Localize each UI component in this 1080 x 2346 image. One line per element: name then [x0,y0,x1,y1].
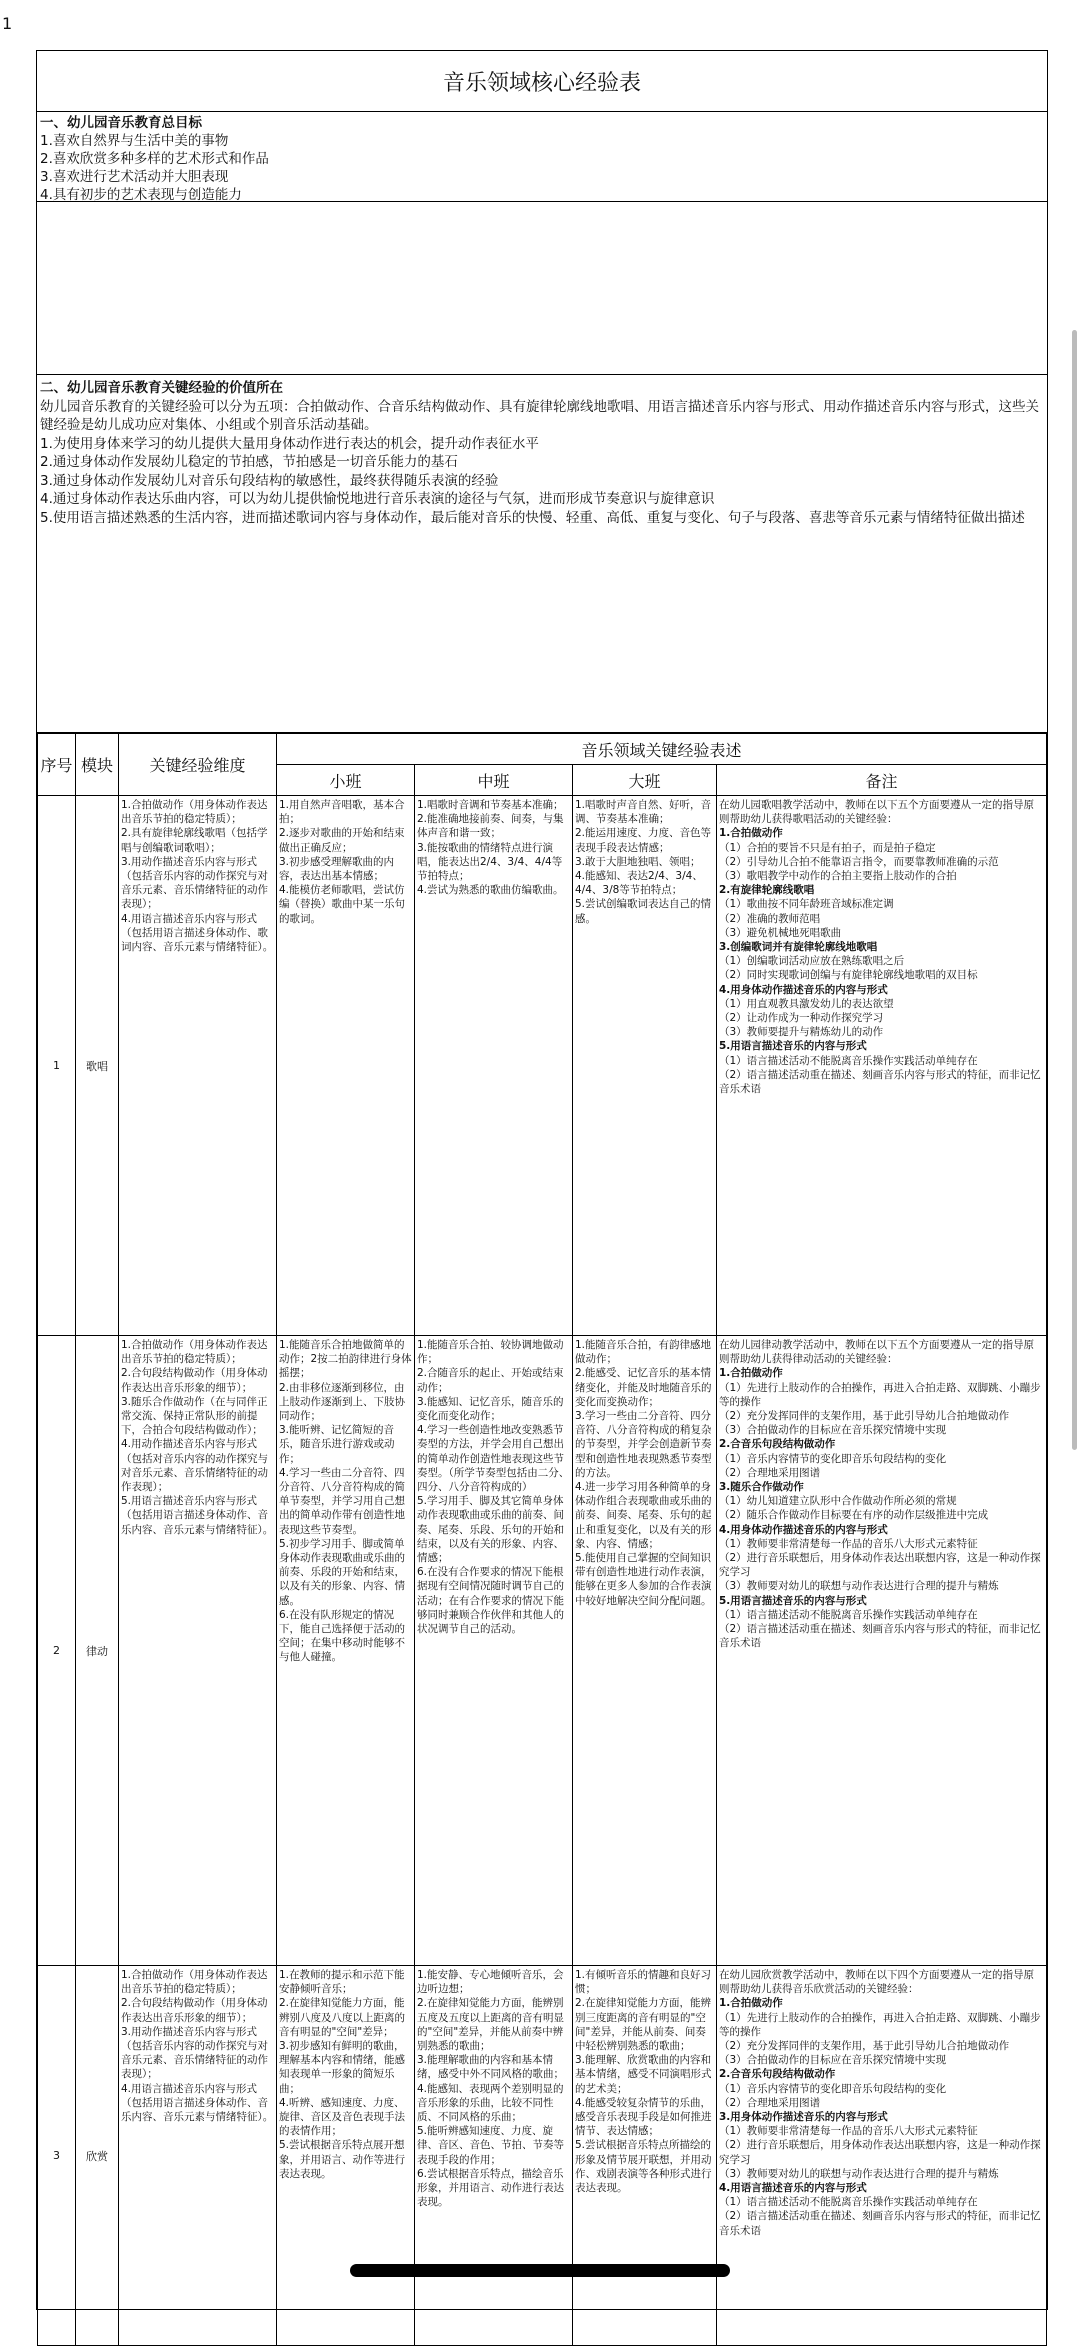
note-line: （1）教师要非常清楚每一作品的音乐八大形式元素特征 [719,1537,978,1550]
header-large-class: 大班 [573,765,717,796]
note-line: （2）准确的教师范唱 [719,912,821,925]
general-goals-section [37,112,1047,202]
note-line: （3）教师要对幼儿的联想与动作表达进行合理的提升与精炼 [719,2167,999,2180]
note-line: （2）语言描述活动重在描述、刻画音乐内容与形式的特征，而非记忆音乐术语 [719,1068,1041,1096]
note-line: （2）充分发挥同伴的支架作用，基于此引导幼儿合拍地做动作 [719,2040,1010,2053]
note-line: （2）引导幼儿合拍不能靠语言指令，而要靠教师准确的示范 [719,855,999,868]
row-large-class: 1.有倾听音乐的情趣和良好习惯； 2.在旋律知觉能力方面，能辨别三度距离的音有明显的"空间"差异，并能从前奏、间奏中轻松辨别熟悉的歌曲； 3.能理解、欣赏歌曲的内容和基本情绪，感受不同演唱形式的艺术美； 4.能感受较复杂情节的乐曲，感受音乐表现手段是如何推进情节、表达情感； 5.尝试根据音乐特点所描绘的形象及情节展开联想，并用动作、戏剧表演等各种形式进行表达表现。 [573,1966,717,2346]
row-notes [717,1336,1047,1966]
home-indicator[interactable] [350,2264,730,2277]
row-large-class: 1.唱歌时声音自然、好听，音调、节奏基本准确； 2.能运用速度、力度、音色等表现手段表达情感； 3.敢于大胆地独唱、领唱； 4.能感知、表达2/4、3/4、4/4、3/8等节拍特点； 5.尝试创编歌词表达自己的情感。 [573,796,717,1336]
note-line: 在幼儿园欣赏教学活动中，教师在以下四个方面要遵从一定的指导原则帮助幼儿获得音乐欣赏活动的关键经验： [719,1969,1034,1996]
note-line: 4.用身体动作描述音乐的内容与形式 [719,983,888,996]
row-middle-class: 1.能安静、专心地倾听音乐，会边听边想； 2.在旋律知觉能力方面，能辨别五度及五度以上距离的音有明显的"空间"差异，并能从前奏中辨别熟悉的歌曲； 3.能理解歌曲的内容和基本情绪，感受中外不同风格的歌曲； 4.能感知、表现两个差别明显的音乐形象的乐曲，比较不同性质、不同风格的乐曲； 5.能听辨感知速度、力度、旋律、音区、音色、节拍、节奏等表现手段的作用； 6.尝试根据音乐特点，描绘音乐形象，并用语言、动作进行表达表现。 [415,1966,573,2346]
document-title: 音乐领域核心经验表 [37,51,1047,112]
note-line: （2）语言描述活动重在描述、刻画音乐内容与形式的特征，而非记忆音乐术语 [719,2210,1041,2237]
note-line: 3.创编歌词并有旋律轮廓线地歌唱 [719,941,878,954]
note-line: （1）合拍的要旨不只是有拍子，而是拍子稳定 [719,841,936,854]
note-line: （1）语言描述活动不能脱离音乐操作实践活动单纯存在 [719,1054,978,1067]
value-item: 1.为使用身体来学习的幼儿提供大量用身体动作进行表达的机会，提升动作表征水平 [40,435,539,452]
header-dimension: 关键经验维度 [119,734,277,796]
row-module: 律动 [76,1336,119,1966]
note-line: （1）语言描述活动不能脱离音乐操作实践活动单纯存在 [719,2196,978,2209]
goal-item: 3.喜欢进行艺术活动并大胆表现 [40,169,229,185]
row-middle-class: 1.唱歌时音调和节奏基本准确； 2.能准确地接前奏、间奏，与集体声音和谐一致； 3.能按歌曲的情绪特点进行演唱，能表达出2/4、3/4、4/4等节拍特点； 4.尝试为熟悉的歌曲仿编歌曲。 [415,796,573,1336]
row-dimension: 1.合拍做动作（用身体动作表达出音乐节拍的稳定特质）； 2.合句段结构做动作（用身体动作表达出音乐形象的细节）； 3.用动作描述音乐内容与形式（包括音乐内容的动作探究与对音乐元素、音乐情绪特征的动作表现）； 4.用语言描述音乐内容与形式（包括用语言描述身体动作、音乐内容、音乐元素与情绪特征）。 [119,1966,277,2346]
value-item: 3.通过身体动作发展幼儿对音乐句段结构的敏感性，最终获得随乐表演的经验 [40,472,499,489]
row-large-class: 1.能随音乐合拍，有韵律感地做动作； 2.能感受、记忆音乐的基本情绪变化，并能及时地随音乐的变化而变换动作； 3.学习一些由二分音符、四分音符、八分音符构成的稍复杂的节奏型，并学会创造新节奏型和创造性地表现熟悉节奏型的方法。 4.进一步学习用各种简单的身体动作组合表现歌曲或乐曲的前奏、间奏、尾奏、乐句的起止和重复变化，以及有关的形象、内容、情感； 5.能使用自己掌握的空间知识带有创造性地进行动作表演，能够在更多人参加的合作表演中较好地解决空间分配问题。 [573,1336,717,1966]
table-row [38,1336,1047,1966]
value-item: 4.通过身体动作表达乐曲内容，可以为幼儿提供愉悦地进行音乐表演的途径与气氛，进而形成节奏意识与旋律意识 [40,491,715,507]
note-line: （2）进行音乐联想后，用身体动作表达出联想内容，这是一种动作探究学习 [719,1552,1041,1579]
note-line: （1）歌曲按不同年龄班音域标准定调 [719,898,894,911]
row-small-class: 1.在教师的提示和示范下能安静倾听音乐； 2.在旋律知觉能力方面，能辨别八度及八度以上距离的音有明显的"空间"差异； 3.初步感知有鲜明的歌曲，理解基本内容和情绪，能感知表现单一形象的简短乐曲； 4.听辨、感知速度、力度、旋律、音区及音色表现手法的表情作用； 5.尝试根据音乐特点展开想象，并用语言、动作等进行表达表现。 [277,1966,415,2346]
header-description: 音乐领域关键经验表述 [277,734,1047,765]
row-notes [717,796,1047,1336]
note-line: （1）音乐内容情节的变化即音乐句段结构的变化 [719,1452,947,1465]
note-line: （3）避免机械地死唱歌曲 [719,926,842,939]
blank-area [37,202,1047,375]
goal-item: 1.喜欢自然界与生活中美的事物 [40,133,229,149]
header-module: 模块 [76,734,119,796]
note-line: 2.有旋律轮廓线歌唱 [719,884,815,897]
row-index: 2 [38,1336,76,1966]
scrollbar[interactable] [1072,330,1077,1450]
note-line: （3）教师要提升与精炼幼儿的动作 [719,1026,884,1039]
value-item: 5.使用语言描述熟悉的生活内容，进而描述歌词内容与身体动作，最后能对音乐的快慢、轻重、高低、重复与变化、句子与段落、喜悲等音乐元素与情绪特征做出描述 [40,509,1025,526]
note-line: （3）歌唱教学中动作的合拍主要指上肢动作的合拍 [719,870,957,883]
note-line: （1）先进行上肢动作的合拍操作，再进入合拍走路、双脚跳、小蹦步等的操作 [719,1381,1041,1408]
header-notes: 备注 [717,765,1047,796]
note-line: 5.用语言描述音乐的内容与形式 [719,1040,867,1053]
note-line: （2）让动作成为一种动作探究学习 [719,1012,884,1025]
note-line: 2.合音乐句段结构做动作 [719,2068,836,2081]
note-line: 3.用身体动作描述音乐的内容与形式 [719,2111,888,2124]
note-line: 4.用语言描述音乐的内容与形式 [719,2182,867,2195]
row-index: 3 [38,1966,76,2346]
note-line: （1）教师要非常清楚每一作品的音乐八大形式元素特征 [719,2125,978,2138]
row-small-class: 1.能随音乐合拍地做简单的动作；2按二拍韵律进行身体摇摆； 2.由非移位逐渐到移位，由上肢动作逐渐到上、下肢协同动作； 3.能听辨、记忆简短的音乐，随音乐进行游戏或动作； 4.学习一些由二分音符、四分音符、八分音符构成的简单节奏型，并学习用自己想出的简单动作带有创造性地表现这些节奏型。 5.初步学习用手、脚或简单身体动作表现歌曲或乐曲的前奏、乐段的开始和结束，以及有关的形象、内容、情感。 6.在没有队形规定的情况下，能自己选择便于活动的空间；在集中移动时能够不与他人碰撞。 [277,1336,415,1966]
value-intro: 幼儿园音乐教育的关键经验可以分为五项：合拍做动作、合音乐结构做动作、具有旋律轮廓线地歌唱、用语言描述音乐内容与形式、用动作描述音乐内容与形式，这些关键经验是幼儿成功应对集体、小组或个别音乐活动基础。 [40,398,1039,433]
header-index: 序号 [38,734,76,796]
row-module: 欣赏 [76,1966,119,2346]
table-row [38,1966,1047,2346]
header-small-class: 小班 [277,765,415,796]
table-row [38,796,1047,1336]
row-dimension: 1.合拍做动作（用身体动作表达出音乐节拍的稳定特质）； 2.合句段结构做动作（用身体动作表达出音乐形象的细节）； 3.随乐合作做动作（在与同伴正常交流、保持正常队形的前提下，合拍合句段结构做动作）； 4.用动作描述音乐内容与形式（包括对音乐内容的动作探究与对音乐元素、音乐情绪特征的动作表现）； 5.用语言描述音乐内容与形式（包括用语言描述身体动作、音乐内容、音乐元素与情绪特征）。 [119,1336,277,1966]
note-line: （2）随乐合作做动作目标要在有序的动作层级推进中完成 [719,1509,989,1522]
note-line: （2）同时实现歌词创编与有旋律轮廓线地歌唱的双目标 [719,969,978,982]
value-item: 2.通过身体动作发展幼儿稳定的节拍感，节拍感是一切音乐能力的基石 [40,454,458,470]
note-line: （2）进行音乐联想后，用身体动作表达出联想内容，这是一种动作探究学习 [719,2139,1041,2166]
row-notes [717,1966,1047,2346]
page-number: 1 [2,14,13,33]
row-small-class: 1.用自然声音唱歌，基本合拍； 2.逐步对歌曲的开始和结束做出正确反应； 3.初步感受理解歌曲的内容，表达出基本情感； 4.能模仿老师歌唱，尝试仿编（替换）歌曲中某一乐句的歌词。 [277,796,415,1336]
note-line: 在幼儿园歌唱教学活动中，教师在以下五个方面要遵从一定的指导原则帮助幼儿获得歌唱活动的关键经验： [719,799,1034,826]
note-line: （2）合理地采用图谱 [719,2096,821,2109]
row-index: 1 [38,796,76,1336]
table-header-row [38,734,1047,765]
note-line: （1）幼儿知道建立队形中合作做动作所必须的常规 [719,1495,957,1508]
note-line: （3）合拍做动作的目标应在音乐探究情境中实现 [719,2054,947,2067]
note-line: （1）用直观教具激发幼儿的表达欲望 [719,997,894,1010]
note-line: （2）合理地采用图谱 [719,1466,821,1479]
experience-sheet [36,50,1048,2310]
note-line: 4.用身体动作描述音乐的内容与形式 [719,1523,888,1536]
note-line: （1）创编歌词活动应放在熟练歌唱之后 [719,955,905,968]
note-line: 1.合拍做动作 [719,1367,783,1380]
note-line: 5.用语言描述音乐的内容与形式 [719,1594,867,1607]
note-line: 3.随乐合作做动作 [719,1481,804,1494]
note-line: （1）语言描述活动不能脱离音乐操作实践活动单纯存在 [719,1608,978,1621]
value-heading: 二、幼儿园音乐教育关键经验的价值所在 [40,380,283,396]
row-module: 歌唱 [76,796,119,1336]
goal-item: 2.喜欢欣赏多种多样的艺术形式和作品 [40,151,269,167]
note-line: （2）充分发挥同伴的支架作用，基于此引导幼儿合拍地做动作 [719,1410,1010,1423]
key-experience-table [37,733,1047,2346]
note-line: （2）语言描述活动重在描述、刻画音乐内容与形式的特征，而非记忆音乐术语 [719,1623,1041,1650]
note-line: 在幼儿园律动教学活动中，教师在以下五个方面要遵从一定的指导原则帮助幼儿获得律动活动的关键经验： [719,1339,1034,1366]
goal-item: 4.具有初步的艺术表现与创造能力 [40,187,242,203]
note-line: （3）合拍做动作的目标应在音乐探究情境中实现 [719,1424,947,1437]
header-middle-class: 中班 [415,765,573,796]
general-goals-heading: 一、幼儿园音乐教育总目标 [40,115,202,131]
note-line: 2.合音乐句段结构做动作 [719,1438,836,1451]
key-experience-value-section [37,375,1047,733]
row-dimension: 1.合拍做动作（用身体动作表达出音乐节拍的稳定特质）； 2.具有旋律轮廓线歌唱（包括学唱与创编歌词歌唱）； 3.用动作描述音乐内容与形式（包括音乐内容的动作探究与对音乐元素、音乐情绪特征的动作表现）； 4.用语言描述音乐内容与形式（包括用语言描述身体动作、歌词内容、音乐元素与情绪特征）。 [119,796,277,1336]
row-middle-class: 1.能随音乐合拍、较协调地做动作； 2.合随音乐的起止、开始或结束动作； 3.能感知、记忆音乐，随音乐的变化而变化动作； 4.学习一些创造性地改变熟悉节奏型的方法，并学会用自己想出的简单动作创造性地表现这些节奏型。（所学节奏型包括由二分、四分、八分音符构成的） 5.学习用手、脚及其它简单身体动作表现歌曲或乐曲的前奏、间奏、尾奏、乐段、乐句的开始和结束，以及有关的形象、内容、情感； 6.在没有合作要求的情况下能根据现有空间情况随时调节自己的活动；在有合作要求的情况下能够同时兼顾合作伙伴和其他人的状况调节自己的活动。 [415,1336,573,1966]
note-line: 1.合拍做动作 [719,827,783,840]
note-line: （1）先进行上肢动作的合拍操作，再进入合拍走路、双脚跳、小蹦步等的操作 [719,2011,1041,2038]
note-line: 1.合拍做动作 [719,1997,783,2010]
note-line: （3）教师要对幼儿的联想与动作表达进行合理的提升与精炼 [719,1580,999,1593]
note-line: （1）音乐内容情节的变化即音乐句段结构的变化 [719,2082,947,2095]
